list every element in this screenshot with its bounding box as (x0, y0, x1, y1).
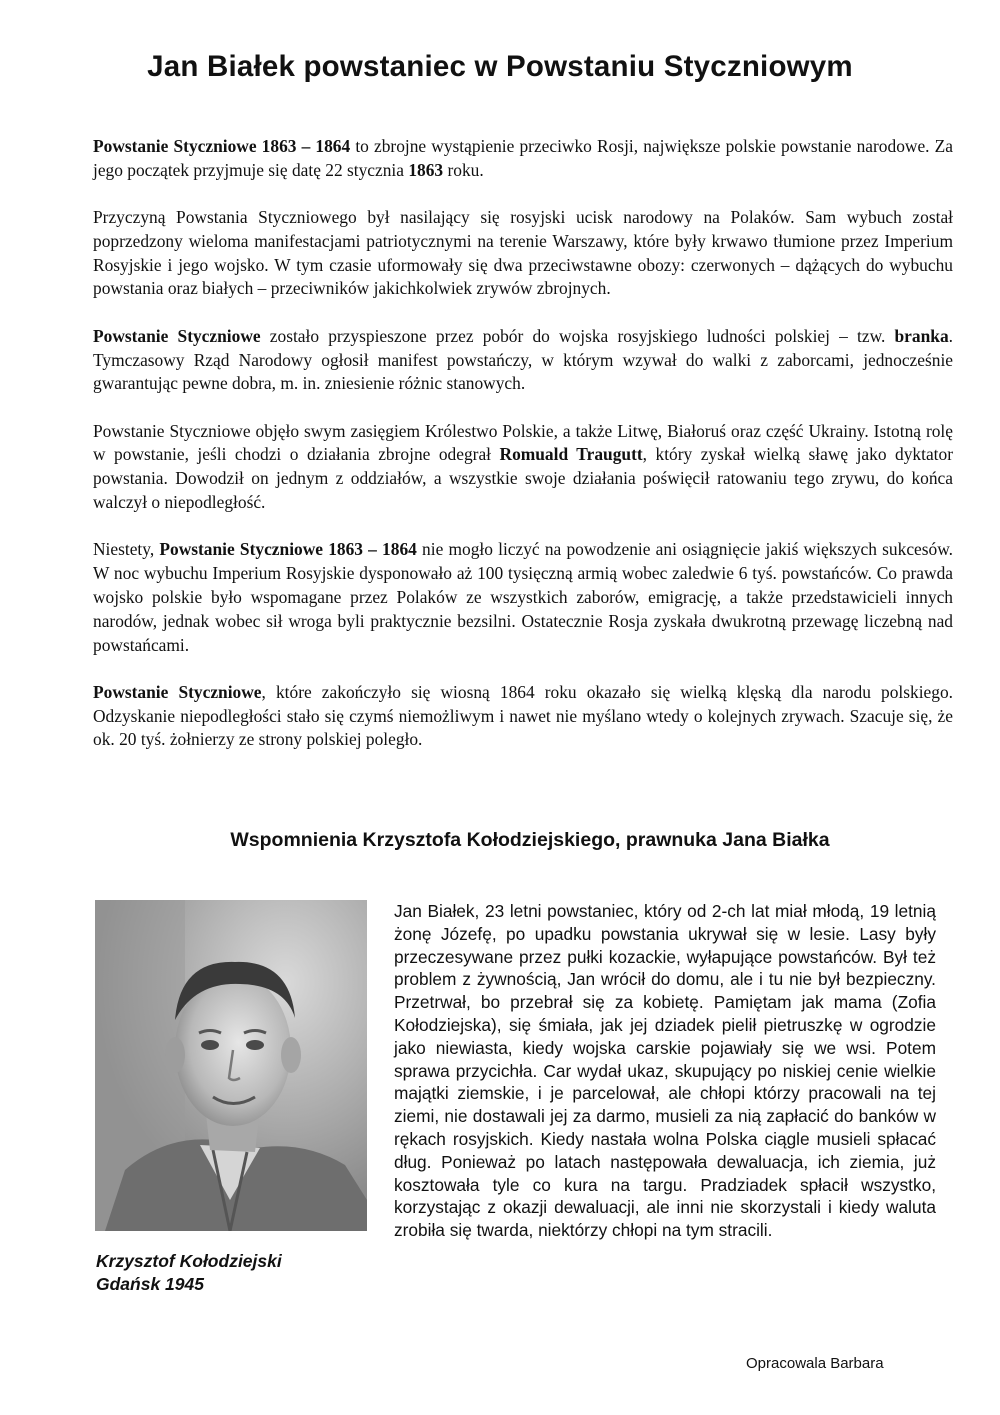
history-text (93, 135, 953, 776)
text-run: roku. (443, 159, 484, 180)
paragraph-5 (93, 538, 953, 657)
bold-phrase: Powstanie Styczniowe (93, 681, 262, 702)
text-run: nie mogło liczyć na powodzenie ani osiągnięcie jakiś większych sukcesów. W noc wybuchu Imperium Rosyjskie dysponowało aż 100 tysięczną armią wobec zaledwie 6 tyś. powstańców. Co prawda wojsko polskie było wspomagane przez Polaków ze wszystkich zaborów, emigrację, a także przedstawicieli innych narodów, jednak wobec sił wroga byli praktycznie bezsilni. Ostatecznie Rosja zyskała dwukrotną przewagę liczebną nad powstańcami. (93, 539, 953, 655)
bold-phrase: Romuald Traugutt (499, 444, 643, 465)
bold-phrase: 1863 (408, 159, 444, 180)
paragraph-3 (93, 325, 953, 396)
text-run: to zbrojne wystąpienie przeciwko Rosji, największe polskie powstanie narodowe. Za jego początek przyjmuje się datę 22 stycznia (93, 136, 953, 180)
text-run: , które zakończyło się wiosną 1864 roku okazało się wielką klęską dla narodu polskiego. Odzyskanie niepodległości stało się czymś niemożliwym i nawet nie myślano wtedy o kolejnych zrywach. Szacuje się, że ok. 20 tyś. żołnierzy ze strony polskiej poległo. (93, 681, 953, 750)
portrait-photo (95, 900, 367, 1231)
page-title: Jan Białek powstaniec w Powstaniu Styczniowym (147, 50, 853, 83)
caption-place-year: Gdańsk 1945 (96, 1274, 204, 1294)
memoir-text: Jan Białek, 23 letni powstaniec, który od 2-ch lat miał młodą, 19 letnią żonę Józefę, po upadku powstania ukrywał się w lesie. Lasy były przeczesywane przez pułki kozackie, wyłapujące powstańców. Był też problem z żywnością, Jan wrócił do domu, ale i tu nie był bezpieczny. Przetrwał, bo przebrał się za kobietę. Pamiętam jak mama (Zofia Kołodziejska), się śmiała, jak jej dziadek pielił pietruszkę w ogrodzie jako niewiasta, kiedy wojska carskie pojawiały się we wsi. Potem sprawa przycichła. Car wydał ukaz, skupujący po niskiej cenie wielkie majątki ziemskie, i je parcelował, ale chłopi którzy pracowali na tej ziemi, nie dostawali jej za darmo, musieli za nią zapłacić do banków w rękach rosyjskich. Kiedy nastała wolna Polska ciągle musieli spłacać dług. Ponieważ po latach następowała dewaluacja, ich ziemia, już kosztowała tyle co kura na targu. Pradziadek spłacił wszystko, korzystając z okazji dewaluacji, ale inni nie skorzystali i kiedy waluta zrobiła się twarda, niektórzy chłopi na tym stracili. (394, 901, 936, 1241)
text-run: , który zyskał wielką sławę jako dyktator powstania. Dowodził on jednym z oddziałów, a wszystkie swoje działania poświęcił ratowaniu tego zrywu, do końca walczył o niepodległość. (93, 444, 953, 513)
memoir-subtitle: Wspomnienia Krzysztofa Kołodziejskiego, prawnuka Jana Białka (230, 829, 830, 851)
caption-name: Krzysztof Kołodziejski (96, 1251, 282, 1271)
paragraph-1 (93, 135, 953, 183)
paragraph-6 (93, 681, 953, 752)
author-signature: Opracowala Barbara (746, 1355, 884, 1372)
text-run: zostało przyspieszone przez pobór do wojska rosyjskiego ludności polskiej – tzw. (260, 325, 895, 346)
bold-phrase: Powstanie Styczniowe 1863 – 1864 (159, 539, 417, 560)
bold-phrase: branka (894, 325, 949, 346)
photo-caption (96, 1250, 282, 1296)
bold-phrase: Powstanie Styczniowe 1863 – 1864 (93, 136, 351, 156)
text-run: Niestety, (93, 539, 160, 560)
portrait-illustration (95, 900, 367, 1231)
paragraph-2 (93, 206, 953, 301)
text-run: Przyczyną Powstania Styczniowego był nasilający się rosyjski ucisk narodowy na Polaków. Sam wybuch został poprzedzony wieloma manifestacjami patriotycznymi na terenie Warszawy, które były krwawo tłumione przez Imperium Rosyjskie i jego wojsko. W tym czasie uformowały się dwa przeciwstawne obozy: czerwonych – dążących do wybuchu powstania oraz białych – przeciwników jakichkolwiek zrywów zbrojnych. (93, 207, 953, 299)
text-run: Powstanie Styczniowe objęło swym zasięgiem Królestwo Polskie, a także Litwę, Białoruś oraz część Ukrainy. Istotną rolę w powstanie, jeśli chodzi o działania zbrojne odegrał (93, 420, 953, 465)
paragraph-4 (93, 420, 953, 515)
bold-phrase: Powstanie Styczniowe (93, 325, 261, 346)
text-run: . Tymczasowy Rząd Narodowy ogłosił manifest powstańczy, w którym wzywał do walki z zaborcami, jednocześnie gwarantując pewne dobra, m. in. zniesienie różnic stanowych. (93, 325, 953, 394)
